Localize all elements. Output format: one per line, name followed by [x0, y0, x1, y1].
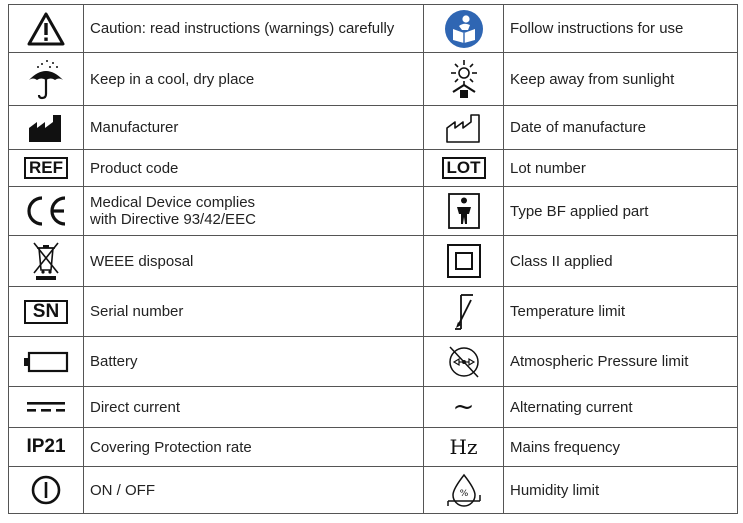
symbol-label: Covering Protection rate: [84, 428, 424, 467]
crossed-bin-icon: [9, 236, 84, 287]
table-row: [9, 467, 738, 514]
ip21-icon: IP21: [26, 436, 66, 457]
table-row: [9, 187, 738, 236]
ref-box-icon: REF: [24, 157, 68, 179]
table-row: [9, 106, 738, 150]
symbol-label: Battery: [84, 337, 424, 387]
symbol-label: Atmospheric Pressure limit: [504, 337, 738, 387]
type-bf-person-icon: [424, 187, 504, 236]
lot-box-icon: LOT: [442, 157, 486, 179]
table-row: [9, 287, 738, 337]
umbrella-rain-icon: [9, 53, 84, 106]
table-row: [9, 236, 738, 287]
ce-mark-icon: [9, 187, 84, 236]
symbol-label: Alternating current: [504, 387, 738, 428]
battery-icon: [9, 337, 84, 387]
hz-icon: Hz: [449, 435, 478, 459]
symbol-label: [84, 187, 424, 236]
table-row: [9, 5, 738, 53]
follow-instructions-icon: [424, 5, 504, 53]
symbol-label: Keep away from sunlight: [504, 53, 738, 106]
symbol-label: Serial number: [84, 287, 424, 337]
thermometer-limit-icon: [424, 287, 504, 337]
sunlight-icon: [424, 53, 504, 106]
symbol-label: Direct current: [84, 387, 424, 428]
symbol-label: Class II applied: [504, 236, 738, 287]
factory-outline-icon: [424, 106, 504, 150]
humidity-limit-icon: [424, 467, 504, 514]
double-square-icon: [424, 236, 504, 287]
table-row: [9, 150, 738, 187]
symbol-label: Temperature limit: [504, 287, 738, 337]
symbol-label: Date of manufacture: [504, 106, 738, 150]
humidity-percent: %: [459, 489, 468, 499]
symbol-label: Follow instructions for use: [504, 5, 738, 53]
symbol-label: Keep in a cool, dry place: [84, 53, 424, 106]
sn-box-icon: SN: [24, 300, 68, 324]
direct-current-icon: [9, 387, 84, 428]
symbol-label: Manufacturer: [84, 106, 424, 150]
symbol-label: Product code: [84, 150, 424, 187]
table-row: [9, 53, 738, 106]
table-row: [9, 337, 738, 387]
power-onoff-icon: [9, 467, 84, 514]
table-row: [9, 428, 738, 467]
symbols-table: [8, 4, 738, 514]
alternating-current-icon: ~: [452, 392, 475, 422]
symbol-label-line: Medical Device complies: [90, 194, 256, 211]
symbol-label: WEEE disposal: [84, 236, 424, 287]
symbol-label-line: with Directive 93/42/EEC: [90, 211, 256, 228]
symbol-label: Type BF applied part: [504, 187, 738, 236]
symbol-label: Lot number: [504, 150, 738, 187]
symbol-label: ON / OFF: [84, 467, 424, 514]
table-row: [9, 387, 738, 428]
symbol-label: Mains frequency: [504, 428, 738, 467]
symbol-label: Caution: read instructions (warnings) carefully: [84, 5, 424, 53]
symbol-label: Humidity limit: [504, 467, 738, 514]
factory-filled-icon: [9, 106, 84, 150]
pressure-limit-icon: [424, 337, 504, 387]
caution-triangle-icon: [9, 5, 84, 53]
